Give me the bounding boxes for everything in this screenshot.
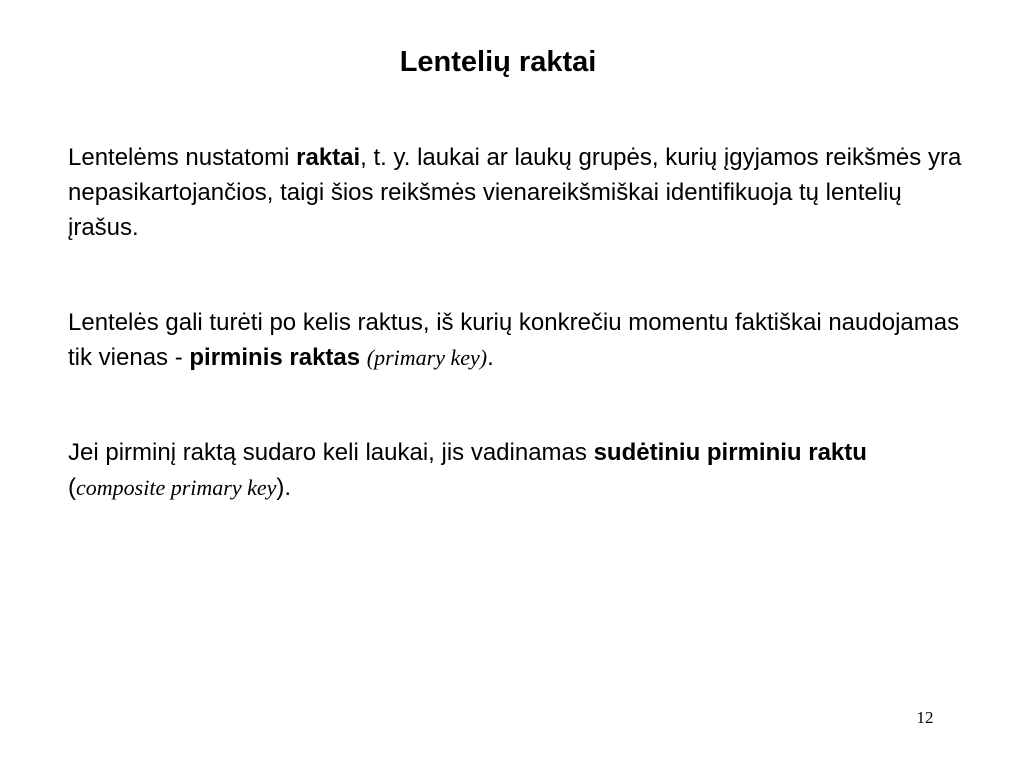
english-term-primary-key: (primary key) xyxy=(366,345,488,370)
keyword-raktai: raktai xyxy=(296,144,361,171)
slide-title: Lentelių raktai xyxy=(399,46,597,78)
paragraph-primary-key xyxy=(68,305,968,375)
keyword-pirminis-raktas: pirminis raktas xyxy=(189,344,361,371)
english-term-composite-key: composite primary key xyxy=(76,475,277,500)
paragraph-keys-definition xyxy=(68,140,968,245)
paragraph-text: Lentelėms nustatomi xyxy=(68,144,297,171)
paragraph-text: ( xyxy=(68,474,76,501)
keyword-sudetinis-raktas: sudėtiniu pirminiu raktu xyxy=(593,439,867,466)
spacer-text xyxy=(360,344,367,371)
paragraph-text: ). xyxy=(276,474,292,501)
paragraph-text: , t. y. laukai ar laukų grupės, kurių įgyjamos reikšmės yra nepasikartojančios, taigi šios reikšmės vienareikšmiškai identifikuoja tų lentelių įrašus. xyxy=(68,144,962,241)
paragraph-text: . xyxy=(487,344,494,371)
paragraph-composite-key xyxy=(68,435,968,505)
paragraph-text: Lentelės gali turėti po kelis raktus, iš kurių konkrečiu momentu faktiškai naudojamas tik vienas - xyxy=(68,309,960,371)
paragraph-text: Jei pirminį raktą sudaro keli laukai, jis vadinamas xyxy=(68,439,594,466)
page-number: 12 xyxy=(916,708,934,727)
